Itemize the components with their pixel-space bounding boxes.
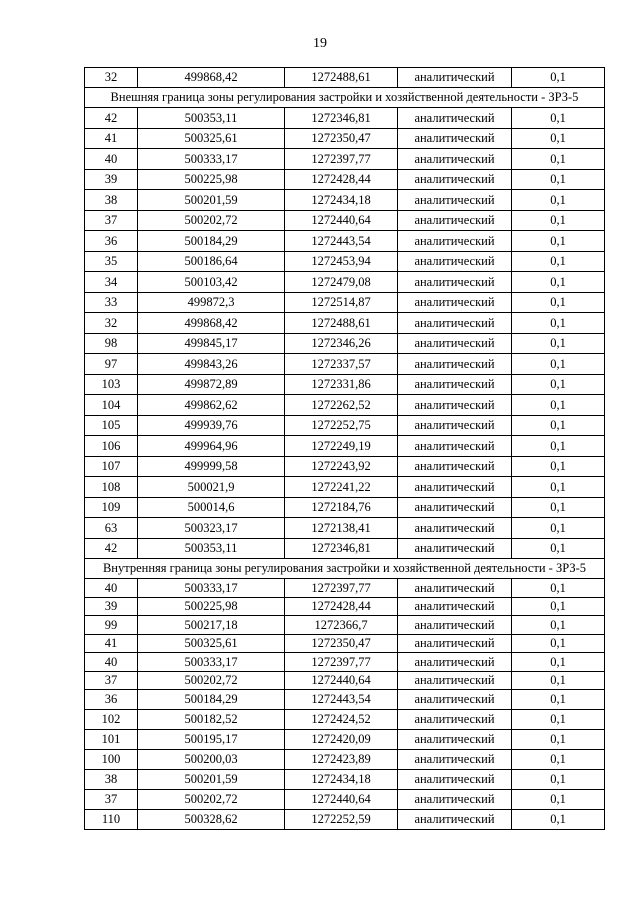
method-cell: аналитический — [398, 128, 512, 149]
method-cell: аналитический — [398, 190, 512, 211]
accuracy-cell: 0,1 — [512, 190, 605, 211]
accuracy-cell: 0,1 — [512, 231, 605, 252]
method-cell: аналитический — [398, 477, 512, 498]
point-number-cell: 99 — [85, 616, 138, 635]
method-cell: аналитический — [398, 579, 512, 598]
method-cell: аналитический — [398, 231, 512, 252]
table-row — [85, 810, 605, 830]
coordinates-table — [84, 67, 605, 830]
table-row — [85, 313, 605, 334]
y-coordinate-cell: 1272346,26 — [285, 333, 398, 354]
y-coordinate-cell: 1272350,47 — [285, 128, 398, 149]
point-number-cell: 42 — [85, 108, 138, 129]
table-row — [85, 518, 605, 539]
method-cell: аналитический — [398, 272, 512, 293]
x-coordinate-cell: 500353,11 — [138, 538, 285, 559]
method-cell: аналитический — [398, 616, 512, 635]
x-coordinate-cell: 499862,62 — [138, 395, 285, 416]
y-coordinate-cell: 1272397,77 — [285, 653, 398, 672]
table-row — [85, 374, 605, 395]
accuracy-cell: 0,1 — [512, 395, 605, 416]
table-row — [85, 415, 605, 436]
point-number-cell: 106 — [85, 436, 138, 457]
accuracy-cell: 0,1 — [512, 671, 605, 690]
x-coordinate-cell: 500202,72 — [138, 210, 285, 231]
table-row — [85, 333, 605, 354]
accuracy-cell: 0,1 — [512, 750, 605, 770]
accuracy-cell: 0,1 — [512, 653, 605, 672]
table-row — [85, 108, 605, 129]
y-coordinate-cell: 1272138,41 — [285, 518, 398, 539]
x-coordinate-cell: 500333,17 — [138, 149, 285, 170]
y-coordinate-cell: 1272337,57 — [285, 354, 398, 375]
y-coordinate-cell: 1272252,75 — [285, 415, 398, 436]
table-row — [85, 456, 605, 477]
x-coordinate-cell: 500325,61 — [138, 128, 285, 149]
accuracy-cell: 0,1 — [512, 272, 605, 293]
point-number-cell: 39 — [85, 169, 138, 190]
x-coordinate-cell: 499999,58 — [138, 456, 285, 477]
section-header-row — [85, 559, 605, 579]
y-coordinate-cell: 1272366,7 — [285, 616, 398, 635]
accuracy-cell: 0,1 — [512, 710, 605, 730]
point-number-cell: 38 — [85, 770, 138, 790]
x-coordinate-cell: 500201,59 — [138, 190, 285, 211]
method-cell: аналитический — [398, 149, 512, 170]
accuracy-cell: 0,1 — [512, 690, 605, 710]
y-coordinate-cell: 1272424,52 — [285, 710, 398, 730]
accuracy-cell: 0,1 — [512, 149, 605, 170]
table-row — [85, 395, 605, 416]
method-cell: аналитический — [398, 456, 512, 477]
x-coordinate-cell: 500353,11 — [138, 108, 285, 129]
table-row — [85, 770, 605, 790]
table-row — [85, 616, 605, 635]
y-coordinate-cell: 1272243,92 — [285, 456, 398, 477]
y-coordinate-cell: 1272479,08 — [285, 272, 398, 293]
x-coordinate-cell: 500184,29 — [138, 231, 285, 252]
method-cell: аналитический — [398, 68, 512, 88]
y-coordinate-cell: 1272420,09 — [285, 730, 398, 750]
point-number-cell: 103 — [85, 374, 138, 395]
table-row — [85, 597, 605, 616]
section-title: Внутренняя граница зоны регулирования застройки и хозяйственной деятельности - ЗРЗ-5 — [85, 559, 605, 579]
point-number-cell: 40 — [85, 579, 138, 598]
accuracy-cell: 0,1 — [512, 730, 605, 750]
point-number-cell: 37 — [85, 671, 138, 690]
method-cell: аналитический — [398, 292, 512, 313]
y-coordinate-cell: 1272397,77 — [285, 579, 398, 598]
x-coordinate-cell: 500014,6 — [138, 497, 285, 518]
point-number-cell: 108 — [85, 477, 138, 498]
point-number-cell: 37 — [85, 210, 138, 231]
x-coordinate-cell: 500325,61 — [138, 634, 285, 653]
x-coordinate-cell: 500186,64 — [138, 251, 285, 272]
method-cell: аналитический — [398, 436, 512, 457]
accuracy-cell: 0,1 — [512, 436, 605, 457]
table-row — [85, 750, 605, 770]
method-cell: аналитический — [398, 690, 512, 710]
table-row — [85, 538, 605, 559]
method-cell: аналитический — [398, 169, 512, 190]
y-coordinate-cell: 1272184,76 — [285, 497, 398, 518]
x-coordinate-cell: 500225,98 — [138, 169, 285, 190]
method-cell: аналитический — [398, 210, 512, 231]
y-coordinate-cell: 1272428,44 — [285, 169, 398, 190]
point-number-cell: 100 — [85, 750, 138, 770]
accuracy-cell: 0,1 — [512, 210, 605, 231]
y-coordinate-cell: 1272241,22 — [285, 477, 398, 498]
method-cell: аналитический — [398, 313, 512, 334]
table-row — [85, 149, 605, 170]
x-coordinate-cell: 499872,89 — [138, 374, 285, 395]
table-row — [85, 730, 605, 750]
method-cell: аналитический — [398, 810, 512, 830]
point-number-cell: 32 — [85, 68, 138, 88]
point-number-cell: 107 — [85, 456, 138, 477]
y-coordinate-cell: 1272331,86 — [285, 374, 398, 395]
table-row — [85, 671, 605, 690]
point-number-cell: 34 — [85, 272, 138, 293]
y-coordinate-cell: 1272488,61 — [285, 68, 398, 88]
y-coordinate-cell: 1272440,64 — [285, 790, 398, 810]
method-cell: аналитический — [398, 750, 512, 770]
y-coordinate-cell: 1272397,77 — [285, 149, 398, 170]
table-row — [85, 68, 605, 88]
method-cell: аналитический — [398, 790, 512, 810]
method-cell: аналитический — [398, 597, 512, 616]
accuracy-cell: 0,1 — [512, 415, 605, 436]
table-row — [85, 579, 605, 598]
x-coordinate-cell: 500200,03 — [138, 750, 285, 770]
y-coordinate-cell: 1272453,94 — [285, 251, 398, 272]
x-coordinate-cell: 499872,3 — [138, 292, 285, 313]
x-coordinate-cell: 500202,72 — [138, 671, 285, 690]
accuracy-cell: 0,1 — [512, 477, 605, 498]
method-cell: аналитический — [398, 354, 512, 375]
accuracy-cell: 0,1 — [512, 68, 605, 88]
accuracy-cell: 0,1 — [512, 790, 605, 810]
coordinates-table-body — [85, 68, 605, 830]
method-cell: аналитический — [398, 415, 512, 436]
accuracy-cell: 0,1 — [512, 538, 605, 559]
point-number-cell: 38 — [85, 190, 138, 211]
table-row — [85, 169, 605, 190]
x-coordinate-cell: 500195,17 — [138, 730, 285, 750]
accuracy-cell: 0,1 — [512, 579, 605, 598]
point-number-cell: 33 — [85, 292, 138, 313]
x-coordinate-cell: 499964,96 — [138, 436, 285, 457]
table-row — [85, 292, 605, 313]
y-coordinate-cell: 1272440,64 — [285, 210, 398, 231]
point-number-cell: 32 — [85, 313, 138, 334]
x-coordinate-cell: 499868,42 — [138, 68, 285, 88]
x-coordinate-cell: 500184,29 — [138, 690, 285, 710]
point-number-cell: 39 — [85, 597, 138, 616]
y-coordinate-cell: 1272434,18 — [285, 770, 398, 790]
method-cell: аналитический — [398, 634, 512, 653]
table-row — [85, 210, 605, 231]
accuracy-cell: 0,1 — [512, 169, 605, 190]
point-number-cell: 42 — [85, 538, 138, 559]
point-number-cell: 41 — [85, 128, 138, 149]
x-coordinate-cell: 499939,76 — [138, 415, 285, 436]
x-coordinate-cell: 500333,17 — [138, 579, 285, 598]
table-row — [85, 634, 605, 653]
point-number-cell: 63 — [85, 518, 138, 539]
y-coordinate-cell: 1272440,64 — [285, 671, 398, 690]
accuracy-cell: 0,1 — [512, 374, 605, 395]
y-coordinate-cell: 1272514,87 — [285, 292, 398, 313]
y-coordinate-cell: 1272423,89 — [285, 750, 398, 770]
method-cell: аналитический — [398, 251, 512, 272]
accuracy-cell: 0,1 — [512, 313, 605, 334]
accuracy-cell: 0,1 — [512, 354, 605, 375]
x-coordinate-cell: 499843,26 — [138, 354, 285, 375]
x-coordinate-cell: 500103,42 — [138, 272, 285, 293]
x-coordinate-cell: 500202,72 — [138, 790, 285, 810]
method-cell: аналитический — [398, 671, 512, 690]
point-number-cell: 105 — [85, 415, 138, 436]
page-number: 19 — [313, 36, 327, 51]
x-coordinate-cell: 499868,42 — [138, 313, 285, 334]
x-coordinate-cell: 500225,98 — [138, 597, 285, 616]
accuracy-cell: 0,1 — [512, 128, 605, 149]
method-cell: аналитический — [398, 653, 512, 672]
method-cell: аналитический — [398, 395, 512, 416]
accuracy-cell: 0,1 — [512, 597, 605, 616]
point-number-cell: 104 — [85, 395, 138, 416]
y-coordinate-cell: 1272434,18 — [285, 190, 398, 211]
y-coordinate-cell: 1272249,19 — [285, 436, 398, 457]
accuracy-cell: 0,1 — [512, 770, 605, 790]
x-coordinate-cell: 500333,17 — [138, 653, 285, 672]
accuracy-cell: 0,1 — [512, 497, 605, 518]
method-cell: аналитический — [398, 538, 512, 559]
accuracy-cell: 0,1 — [512, 292, 605, 313]
method-cell: аналитический — [398, 374, 512, 395]
method-cell: аналитический — [398, 108, 512, 129]
accuracy-cell: 0,1 — [512, 810, 605, 830]
method-cell: аналитический — [398, 730, 512, 750]
point-number-cell: 36 — [85, 231, 138, 252]
table-row — [85, 477, 605, 498]
table-row — [85, 690, 605, 710]
table-row — [85, 190, 605, 211]
y-coordinate-cell: 1272428,44 — [285, 597, 398, 616]
y-coordinate-cell: 1272262,52 — [285, 395, 398, 416]
x-coordinate-cell: 499845,17 — [138, 333, 285, 354]
x-coordinate-cell: 500021,9 — [138, 477, 285, 498]
point-number-cell: 36 — [85, 690, 138, 710]
point-number-cell: 40 — [85, 149, 138, 170]
accuracy-cell: 0,1 — [512, 634, 605, 653]
method-cell: аналитический — [398, 333, 512, 354]
point-number-cell: 109 — [85, 497, 138, 518]
accuracy-cell: 0,1 — [512, 333, 605, 354]
method-cell: аналитический — [398, 710, 512, 730]
accuracy-cell: 0,1 — [512, 251, 605, 272]
method-cell: аналитический — [398, 518, 512, 539]
accuracy-cell: 0,1 — [512, 616, 605, 635]
table-row — [85, 653, 605, 672]
point-number-cell: 101 — [85, 730, 138, 750]
y-coordinate-cell: 1272346,81 — [285, 108, 398, 129]
accuracy-cell: 0,1 — [512, 518, 605, 539]
x-coordinate-cell: 500217,18 — [138, 616, 285, 635]
table-row — [85, 354, 605, 375]
y-coordinate-cell: 1272443,54 — [285, 231, 398, 252]
point-number-cell: 40 — [85, 653, 138, 672]
table-row — [85, 128, 605, 149]
method-cell: аналитический — [398, 497, 512, 518]
table-row — [85, 710, 605, 730]
x-coordinate-cell: 500328,62 — [138, 810, 285, 830]
x-coordinate-cell: 500323,17 — [138, 518, 285, 539]
point-number-cell: 35 — [85, 251, 138, 272]
table-row — [85, 251, 605, 272]
point-number-cell: 110 — [85, 810, 138, 830]
x-coordinate-cell: 500201,59 — [138, 770, 285, 790]
table-row — [85, 272, 605, 293]
accuracy-cell: 0,1 — [512, 108, 605, 129]
point-number-cell: 102 — [85, 710, 138, 730]
point-number-cell: 97 — [85, 354, 138, 375]
y-coordinate-cell: 1272443,54 — [285, 690, 398, 710]
method-cell: аналитический — [398, 770, 512, 790]
accuracy-cell: 0,1 — [512, 456, 605, 477]
y-coordinate-cell: 1272488,61 — [285, 313, 398, 334]
point-number-cell: 41 — [85, 634, 138, 653]
y-coordinate-cell: 1272350,47 — [285, 634, 398, 653]
x-coordinate-cell: 500182,52 — [138, 710, 285, 730]
point-number-cell: 37 — [85, 790, 138, 810]
point-number-cell: 98 — [85, 333, 138, 354]
section-header-row — [85, 88, 605, 108]
section-title: Внешняя граница зоны регулирования застройки и хозяйственной деятельности - ЗРЗ-5 — [85, 88, 605, 108]
table-row — [85, 790, 605, 810]
y-coordinate-cell: 1272346,81 — [285, 538, 398, 559]
table-row — [85, 497, 605, 518]
y-coordinate-cell: 1272252,59 — [285, 810, 398, 830]
table-row — [85, 231, 605, 252]
table-row — [85, 436, 605, 457]
